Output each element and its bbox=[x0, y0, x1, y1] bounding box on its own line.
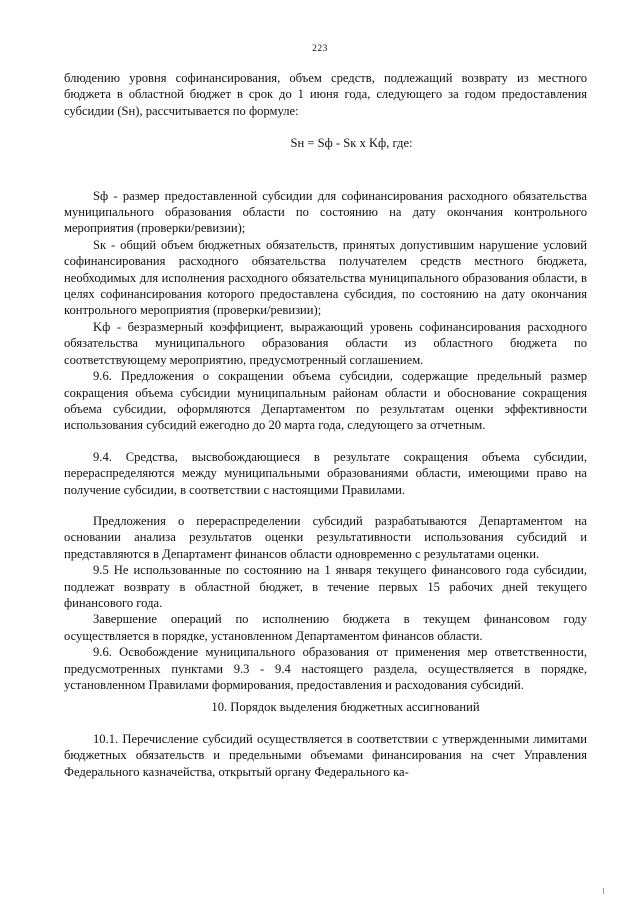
page-number: 223 bbox=[312, 44, 328, 54]
document-body bbox=[64, 70, 587, 780]
paragraph-sk-definition: Sк - общий объем бюджетных обязательств, принятых допустившим нарушение условий софинансирования расходного обязательства получателем средств местного бюджета, необходимых для исполнения расходного обязательства муниципального образования области, в целях софинансирования которого предоставлена субсидия, по состоянию на дату окончания контрольного мероприятия (проверки/ревизии); bbox=[64, 237, 587, 318]
paragraph-9-5-unused-subsidies: 9.5 Не использованные по состоянию на 1 января текущего финансового года субсидии, подлежат возврату в областной бюджет, в течение первых 15 рабочих дней текущего финансового года. bbox=[64, 563, 587, 610]
paragraph-redistribution-proposals: Предложения о перераспределении субсидий разрабатываются Департаментом на основании анализа результатов оценки результативности использования субсидий и представляются в Департамент финансов области одновременно с результатами оценки. bbox=[64, 513, 587, 561]
paragraph-sofinancing-return: блюдению уровня софинансирования, объем средств, подлежащий возврату из местного бюджета в областной бюджет в срок до 1 июня года, следующего за годом предоставления субсидии (Sн), рассчитывается по формуле: bbox=[64, 71, 587, 118]
paragraph-9-6-reduction-proposals: 9.6. Предложения о сокращении объема субсидии, содержащие предельный размер сокращения объема субсидии муниципальным районам области и обоснование сокращения объема субсидии, оформляются Департаментом по результатам оценки эффективности использования субсидий ежегодно до 20 марта года, следующего за отчетным. bbox=[64, 369, 587, 433]
paragraph-9-4-redistribution: 9.4. Средства, высвобождающиеся в результате сокращения объема субсидии, перераспределяются между муниципальными образованиями области, имеющими право на получение субсидии, в соответствии с настоящими Правилами. bbox=[64, 449, 587, 497]
paragraph-10-1-transfer: 10.1. Перечисление субсидий осуществляется в соответствии с утвержденными лимитами бюджетных обязательств и предельными объемами финансирования на счет Управления Федерального казначейства, открытый органу Федерального ка- bbox=[64, 731, 587, 779]
section-heading-10: 10. Порядок выделения бюджетных ассигнований bbox=[211, 700, 480, 715]
scan-artifact-mark bbox=[603, 888, 604, 894]
paragraph-budget-operations-completion: Завершение операций по исполнению бюджета в текущем финансовом году осуществляется в порядке, установленном Департаментом финансов области. bbox=[64, 612, 587, 643]
formula-sn: Sн = Sф - Sк x Kф, где: bbox=[290, 136, 413, 151]
paragraph-kf-definition: Kф - безразмерный коэффициент, выражающий уровень софинансирования расходного обязательства муниципального образования области из областного бюджета по соответствующему мероприятию, предусмотренный соглашением. bbox=[64, 319, 587, 367]
paragraph-sf-definition: Sф - размер предоставленной субсидии для софинансирования расходного обязательства муниципального образования области по состоянию на дату окончания контрольного мероприятия (проверки/ревизии); bbox=[64, 188, 587, 236]
paragraph-9-6-liability-exemption: 9.6. Освобождение муниципального образования от применения мер ответственности, предусмотренных пунктами 9.3 - 9.4 настоящего раздела, осуществляется в порядке, установленном Правилами формирования, предоставления и расходования субсидий. bbox=[64, 645, 587, 692]
